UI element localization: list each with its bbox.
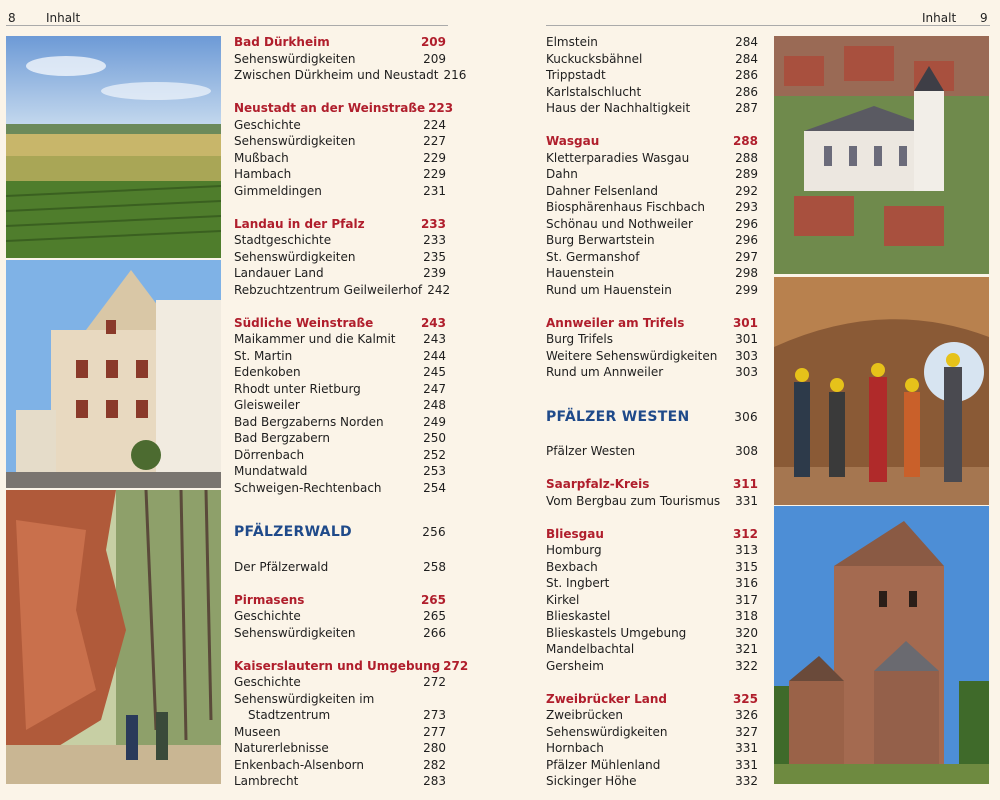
toc-page-number: 298 xyxy=(735,266,758,280)
toc-spacer xyxy=(234,542,446,559)
toc-page-number: 243 xyxy=(420,315,446,330)
toc-spacer xyxy=(546,674,758,691)
toc-entry-title: Bad Bergzabern xyxy=(234,431,330,445)
toc-page-number: 312 xyxy=(732,526,758,541)
toc-page-number: 315 xyxy=(735,559,758,574)
toc-entry-title: Zweibrücker Land xyxy=(546,691,667,706)
toc-entry xyxy=(546,707,758,724)
toc-entry xyxy=(234,674,446,691)
toc-entry-title: Annweiler am Trifels xyxy=(546,315,685,330)
toc-entry-title: Kuckucksbähnel xyxy=(546,51,643,66)
toc-entry-title: Karlstalschlucht xyxy=(546,84,642,99)
toc-entry-title: Dahn xyxy=(546,167,578,181)
toc-page-number: 284 xyxy=(735,51,758,66)
toc-page-number: 235 xyxy=(423,249,446,264)
toc-entry-title: St. Ingbert xyxy=(546,576,610,590)
toc-page-number xyxy=(418,691,446,708)
toc-entry xyxy=(546,34,758,51)
toc-entry-title: Pirmasens xyxy=(234,592,305,607)
toc-page-number: 252 xyxy=(423,447,446,462)
toc-entry-title: Zwischen Dürkheim und Neustadt xyxy=(234,68,439,82)
toc-page-number: 272 xyxy=(443,658,469,673)
toc-entry-title: Wasgau xyxy=(546,134,600,148)
toc-entry-title: St. Germanshof xyxy=(546,249,640,264)
toc-entry-title: Kletterparadies Wasgau xyxy=(546,150,690,165)
toc-entry-title: Museen xyxy=(234,724,281,739)
toc-entry xyxy=(546,542,758,559)
toc-entry xyxy=(234,463,446,480)
toc-page-number: 326 xyxy=(735,708,758,722)
toc-page-number: 216 xyxy=(443,68,467,82)
toc-entry-title: Geschichte xyxy=(234,675,301,689)
toc-entry-title: Saarpfalz-Kreis xyxy=(546,477,650,491)
toc-entry-title: Der Pfälzerwald xyxy=(234,559,329,574)
toc-page-number: 265 xyxy=(420,592,446,607)
toc-entry-title: Schweigen-Rechtenbach xyxy=(234,480,382,495)
toc-entry-title: Mandelbachtal xyxy=(546,642,635,656)
toc-page-number: 316 xyxy=(735,576,758,590)
toc-entry xyxy=(546,150,758,167)
toc-entry-title: Geschichte xyxy=(234,609,301,623)
toc-page-number: 233 xyxy=(423,233,446,247)
toc-entry-title: Sehenswürdigkeiten im xyxy=(234,691,375,706)
toc-entry xyxy=(234,559,446,576)
toc-page-number: 249 xyxy=(423,414,446,429)
toc-entry-title: Biosphärenhaus Fischbach xyxy=(546,200,706,214)
toc-page-number: 299 xyxy=(735,282,758,297)
toc-entry xyxy=(546,216,758,233)
right-toc-column xyxy=(546,34,758,790)
toc-entry-title: Gimmeldingen xyxy=(234,183,322,198)
toc-entry xyxy=(234,232,446,249)
toc-page-number: 273 xyxy=(423,708,446,722)
toc-page-number: 256 xyxy=(422,525,446,539)
toc-page-number: 303 xyxy=(735,348,758,363)
toc-entry xyxy=(546,249,758,266)
toc-page-number: 245 xyxy=(423,365,446,379)
toc-entry-title: Mußbach xyxy=(234,150,289,165)
toc-page-number: 306 xyxy=(734,409,758,424)
toc-entry xyxy=(546,724,758,741)
toc-entry-title: Zweibrücken xyxy=(546,708,624,722)
toc-page-number: 313 xyxy=(735,543,758,557)
toc-chapter-heading xyxy=(234,216,446,233)
toc-page-number: 209 xyxy=(420,35,446,49)
stone-church-photo xyxy=(774,506,989,784)
toc-page-number: 223 xyxy=(428,101,454,115)
toc-page-number: 321 xyxy=(735,642,758,656)
toc-entry xyxy=(234,608,446,625)
toc-entry xyxy=(234,183,446,200)
toc-entry-title: Bexbach xyxy=(546,559,598,574)
toc-entry-title: Burg Trifels xyxy=(546,332,614,346)
toc-entry-title: Enkenbach-Alsenborn xyxy=(234,757,365,772)
toc-page-number: 280 xyxy=(423,741,446,755)
toc-entry-title: Sehenswürdigkeiten xyxy=(234,249,356,264)
toc-entry xyxy=(546,608,758,625)
toc-entry-title: Kaiserslautern und Umgebung xyxy=(234,658,441,673)
cave-visitors-photo xyxy=(774,277,989,505)
toc-entry-title: Kirkel xyxy=(546,592,580,607)
toc-page-number: 288 xyxy=(735,150,758,165)
toc-page-number: 308 xyxy=(735,444,758,458)
toc-entry xyxy=(546,331,758,348)
toc-entry xyxy=(546,84,758,101)
toc-entry xyxy=(234,265,446,282)
toc-entry-title: Hambach xyxy=(234,167,292,181)
toc-entry xyxy=(546,348,758,365)
toc-entry xyxy=(546,364,758,381)
toc-page-number: 297 xyxy=(735,249,758,264)
toc-entry-title: Blieskastel xyxy=(546,609,611,623)
toc-entry xyxy=(546,773,758,790)
toc-entry-title: Weitere Sehenswürdigkeiten xyxy=(546,348,718,363)
toc-entry-title: Landauer Land xyxy=(234,266,324,280)
toc-entry-title: Bad Bergzaberns Norden xyxy=(234,414,384,429)
toc-page-number: 331 xyxy=(735,741,758,755)
toc-entry xyxy=(234,150,446,167)
toc-page-number: 209 xyxy=(423,51,446,66)
toc-entry-title: Stadtzentrum xyxy=(248,708,331,722)
toc-chapter-heading xyxy=(234,658,469,675)
toc-page-number: 244 xyxy=(423,348,446,363)
toc-entry xyxy=(546,625,758,642)
toc-entry xyxy=(546,100,758,117)
toc-page-number: 292 xyxy=(735,183,758,198)
toc-entry-title: Sickinger Höhe xyxy=(546,774,637,788)
toc-page-number: 224 xyxy=(423,117,446,132)
toc-chapter-heading xyxy=(546,315,758,332)
toc-spacer xyxy=(234,84,446,101)
toc-page-number: 227 xyxy=(423,134,446,148)
toc-spacer xyxy=(234,199,446,216)
sandstone-rocks-photo xyxy=(6,490,221,784)
toc-entry xyxy=(234,249,446,266)
toc-entry-title: Dahner Felsenland xyxy=(546,183,659,198)
toc-entry xyxy=(546,166,758,183)
toc-chapter-heading xyxy=(234,100,454,117)
toc-entry-title: Geschichte xyxy=(234,117,301,132)
toc-entry-title: Stadtgeschichte xyxy=(234,233,332,247)
toc-entry xyxy=(234,707,446,724)
toc-entry-title: Lambrecht xyxy=(234,774,299,788)
toc-entry xyxy=(234,480,446,497)
toc-page-number: 248 xyxy=(423,398,446,412)
toc-entry xyxy=(546,559,758,576)
toc-entry xyxy=(546,282,758,299)
toc-entry xyxy=(234,381,446,398)
toc-chapter-heading xyxy=(546,691,758,708)
toc-page-number: 229 xyxy=(423,150,446,165)
toc-spacer xyxy=(546,298,758,315)
village-church-photo xyxy=(774,36,989,274)
toc-chapter-heading xyxy=(234,592,446,609)
toc-page-number: 332 xyxy=(735,774,758,788)
toc-page-number: 272 xyxy=(423,675,446,689)
toc-page-number: 293 xyxy=(735,200,758,214)
toc-entry-title: Neustadt an der Weinstraße xyxy=(234,101,426,115)
toc-entry-title: Gleisweiler xyxy=(234,398,300,412)
toc-entry-title: Maikammer und die Kalmit xyxy=(234,332,396,346)
left-page-number: 8 xyxy=(8,11,16,25)
toc-entry-title: Schönau und Nothweiler xyxy=(546,216,693,231)
toc-entry-title: Burg Berwartstein xyxy=(546,233,655,247)
toc-entry-title: Pfälzer Mühlenland xyxy=(546,757,661,772)
town-hall-photo xyxy=(6,260,221,488)
toc-page-number: 331 xyxy=(735,493,758,508)
toc-entry-title: Trippstadt xyxy=(546,68,606,82)
toc-entry xyxy=(234,117,446,134)
toc-page-number: 296 xyxy=(735,216,758,231)
toc-entry-title: Pfälzer Westen xyxy=(546,444,636,458)
toc-chapter-heading xyxy=(546,476,758,493)
toc-page-number: 266 xyxy=(423,625,446,640)
toc-page-number: 277 xyxy=(423,724,446,739)
toc-page-number: 265 xyxy=(423,609,446,623)
toc-section-heading xyxy=(234,522,446,542)
toc-page-number: 247 xyxy=(423,381,446,396)
toc-entry-title: Rund um Hauenstein xyxy=(546,282,672,297)
toc-page-number: 229 xyxy=(423,167,446,181)
toc-entry-title: Hornbach xyxy=(546,741,604,755)
toc-spacer xyxy=(234,575,446,592)
toc-section-heading xyxy=(546,407,758,427)
toc-entry-title: Gersheim xyxy=(546,658,604,673)
toc-page-number: 286 xyxy=(735,68,758,82)
vineyard-photo xyxy=(6,36,221,258)
toc-chapter-heading xyxy=(234,315,446,332)
toc-page-number: 282 xyxy=(423,757,446,772)
toc-page-number: 317 xyxy=(735,592,758,607)
toc-entry-title: Naturerlebnisse xyxy=(234,741,329,755)
toc-entry xyxy=(234,133,446,150)
toc-entry xyxy=(234,773,446,790)
toc-entry-title: Rebzuchtzentrum Geilweilerhof xyxy=(234,282,423,297)
toc-entry-title: Rhodt unter Rietburg xyxy=(234,381,361,396)
toc-entry xyxy=(234,757,446,774)
toc-entry xyxy=(234,397,446,414)
toc-entry-title: PFÄLZER WESTEN xyxy=(546,408,690,425)
toc-entry xyxy=(546,740,758,757)
toc-page-number: 233 xyxy=(420,216,446,231)
toc-page-number: 311 xyxy=(732,477,758,491)
toc-page-number: 322 xyxy=(735,658,758,673)
right-page-number: 9 xyxy=(980,11,988,25)
toc-entry xyxy=(546,757,758,774)
toc-chapter-heading xyxy=(546,526,758,543)
toc-spacer xyxy=(546,427,758,444)
toc-entry xyxy=(234,51,446,68)
toc-entry xyxy=(546,265,758,282)
toc-entry-title: Vom Bergbau zum Tourismus xyxy=(546,493,721,508)
left-header-rule xyxy=(6,25,448,26)
toc-page-number: 288 xyxy=(732,134,758,148)
toc-entry xyxy=(546,443,758,460)
toc-entry-title: Sehenswürdigkeiten xyxy=(234,134,356,148)
toc-page-number: 320 xyxy=(735,625,758,640)
toc-page-number: 301 xyxy=(732,315,758,330)
toc-entry xyxy=(546,493,758,510)
left-toc-column xyxy=(234,34,469,790)
toc-entry-title: Rund um Annweiler xyxy=(546,365,664,379)
toc-page-number: 253 xyxy=(423,464,446,478)
toc-page-number: 242 xyxy=(427,282,451,297)
toc-entry-title: Sehenswürdigkeiten xyxy=(234,51,356,66)
toc-page-number: 258 xyxy=(423,559,446,574)
toc-page-number: 318 xyxy=(735,609,758,623)
toc-entry xyxy=(546,658,758,675)
toc-page-number: 325 xyxy=(732,691,758,706)
toc-spacer xyxy=(234,298,446,315)
toc-page-number: 301 xyxy=(735,332,758,346)
toc-entry xyxy=(234,724,446,741)
toc-entry xyxy=(234,67,467,84)
toc-page-number: 287 xyxy=(735,101,758,115)
toc-page-number: 327 xyxy=(735,724,758,739)
toc-entry xyxy=(546,592,758,609)
toc-entry xyxy=(546,51,758,68)
toc-entry-title: Edenkoben xyxy=(234,365,301,379)
toc-spacer xyxy=(234,496,446,522)
left-page-label: Inhalt xyxy=(46,11,81,25)
toc-entry xyxy=(234,740,446,757)
toc-spacer xyxy=(546,509,758,526)
toc-spacer xyxy=(546,460,758,477)
toc-entry-title: Blieskastels Umgebung xyxy=(546,625,687,640)
toc-page-number: 331 xyxy=(735,757,758,772)
toc-page-number: 283 xyxy=(423,774,446,788)
toc-entry xyxy=(234,447,446,464)
right-page-label: Inhalt xyxy=(922,11,957,25)
toc-entry-title: St. Martin xyxy=(234,348,293,363)
toc-entry xyxy=(234,166,446,183)
toc-entry-title: Homburg xyxy=(546,543,602,557)
toc-entry-title: Haus der Nachhaltigkeit xyxy=(546,101,691,115)
toc-page-number: 250 xyxy=(423,431,446,445)
toc-entry-title: Bliesgau xyxy=(546,526,604,541)
toc-entry xyxy=(234,625,446,642)
toc-page-number: 284 xyxy=(735,35,758,49)
toc-entry xyxy=(546,641,758,658)
toc-entry xyxy=(234,430,446,447)
toc-page-number: 254 xyxy=(423,480,446,495)
toc-entry-title: Südliche Weinstraße xyxy=(234,315,374,330)
toc-entry-title: Hauenstein xyxy=(546,266,615,280)
toc-entry-title: Elmstein xyxy=(546,35,598,49)
toc-entry-title: PFÄLZERWALD xyxy=(234,524,352,540)
toc-entry xyxy=(546,199,758,216)
toc-page-number: 303 xyxy=(735,365,758,379)
toc-page-number: 231 xyxy=(423,183,446,198)
toc-entry xyxy=(546,575,758,592)
toc-entry-title: Bad Dürkheim xyxy=(234,35,330,49)
toc-chapter-heading xyxy=(546,133,758,150)
toc-entry-title: Sehenswürdigkeiten xyxy=(546,724,668,739)
toc-entry xyxy=(234,331,446,348)
toc-spacer xyxy=(234,641,446,658)
toc-entry xyxy=(234,691,446,708)
right-header-rule xyxy=(546,25,990,26)
toc-spacer xyxy=(546,381,758,407)
toc-page-number: 289 xyxy=(735,167,758,181)
toc-spacer xyxy=(546,117,758,134)
toc-page-number: 243 xyxy=(423,332,446,346)
toc-entry xyxy=(546,67,758,84)
toc-entry xyxy=(234,414,446,431)
toc-entry-title: Landau in der Pfalz xyxy=(234,216,365,231)
toc-entry-title: Mundatwald xyxy=(234,464,308,478)
toc-entry-title: Dörrenbach xyxy=(234,447,305,462)
toc-page-number: 296 xyxy=(735,233,758,247)
toc-entry xyxy=(546,232,758,249)
toc-entry xyxy=(234,364,446,381)
toc-entry xyxy=(234,348,446,365)
toc-entry xyxy=(234,282,451,299)
toc-page-number: 286 xyxy=(735,84,758,99)
toc-entry-title: Sehenswürdigkeiten xyxy=(234,625,356,640)
toc-entry xyxy=(546,183,758,200)
toc-chapter-heading xyxy=(234,34,446,51)
toc-page-number: 239 xyxy=(423,266,446,280)
